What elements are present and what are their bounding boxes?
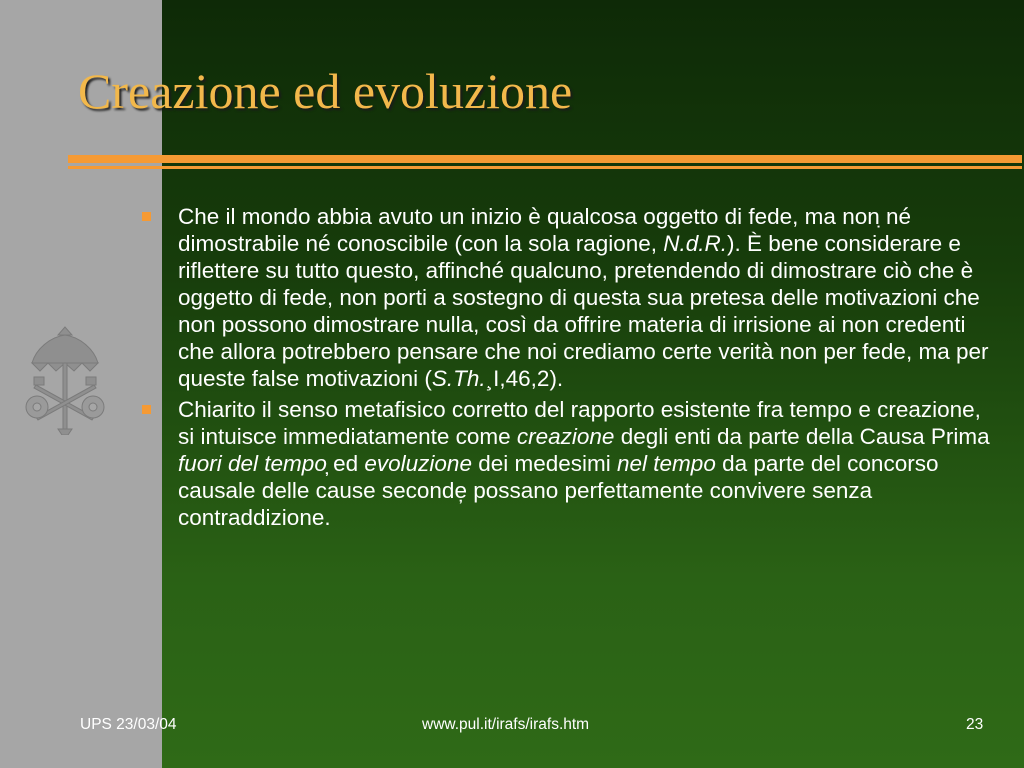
bullet-text: Che il mondo abbia avuto un inizio è qualcosa oggetto di fede, ma non ̣né dimostrabile né conoscibile (con la sola ragione, N.d.R.). È bene considerare e riflettere su tutto questo, affinché qualcuno, pretendendo di dimostrare ciò che è oggetto di fede, non porti a sostegno di questa sua pretesa delle motivazioni che non possono dimostrare nulla, così da offrire materia di irrisione ai non credenti che allora potrebbero pensare che noi crediamo certe verità non per fede, ma per queste false motivazioni (S.Th.¸I,46,2). [178,204,989,391]
slide-title: Creazione ed evoluzione [78,63,573,119]
bullet-list [140,203,990,535]
page-number: 23 [966,716,984,733]
bullet-text: Chiarito il senso metafisico corretto del rapporto esistente fra tempo e creazione, si intuisce immediatamente come creazione degli enti da parte della Causa Prima fuori del tempo̦ ed evoluzione dei medesimi nel tempo da parte del concorso causale delle cause seconde̦ possano perfettamente convivere senza contraddizione. [178,397,990,530]
bullet-square-icon [142,212,151,221]
title-underline-thin [68,166,1022,169]
footer-url: www.pul.it/irafs/irafs.htm [422,716,590,733]
bullet-item [140,396,990,531]
bullet-square-icon [142,405,151,414]
title-underline [68,155,1022,163]
papal-coat-of-arms-icon [22,325,108,435]
footer-date: UPS 23/03/04 [80,716,177,733]
bullet-item [140,203,990,392]
